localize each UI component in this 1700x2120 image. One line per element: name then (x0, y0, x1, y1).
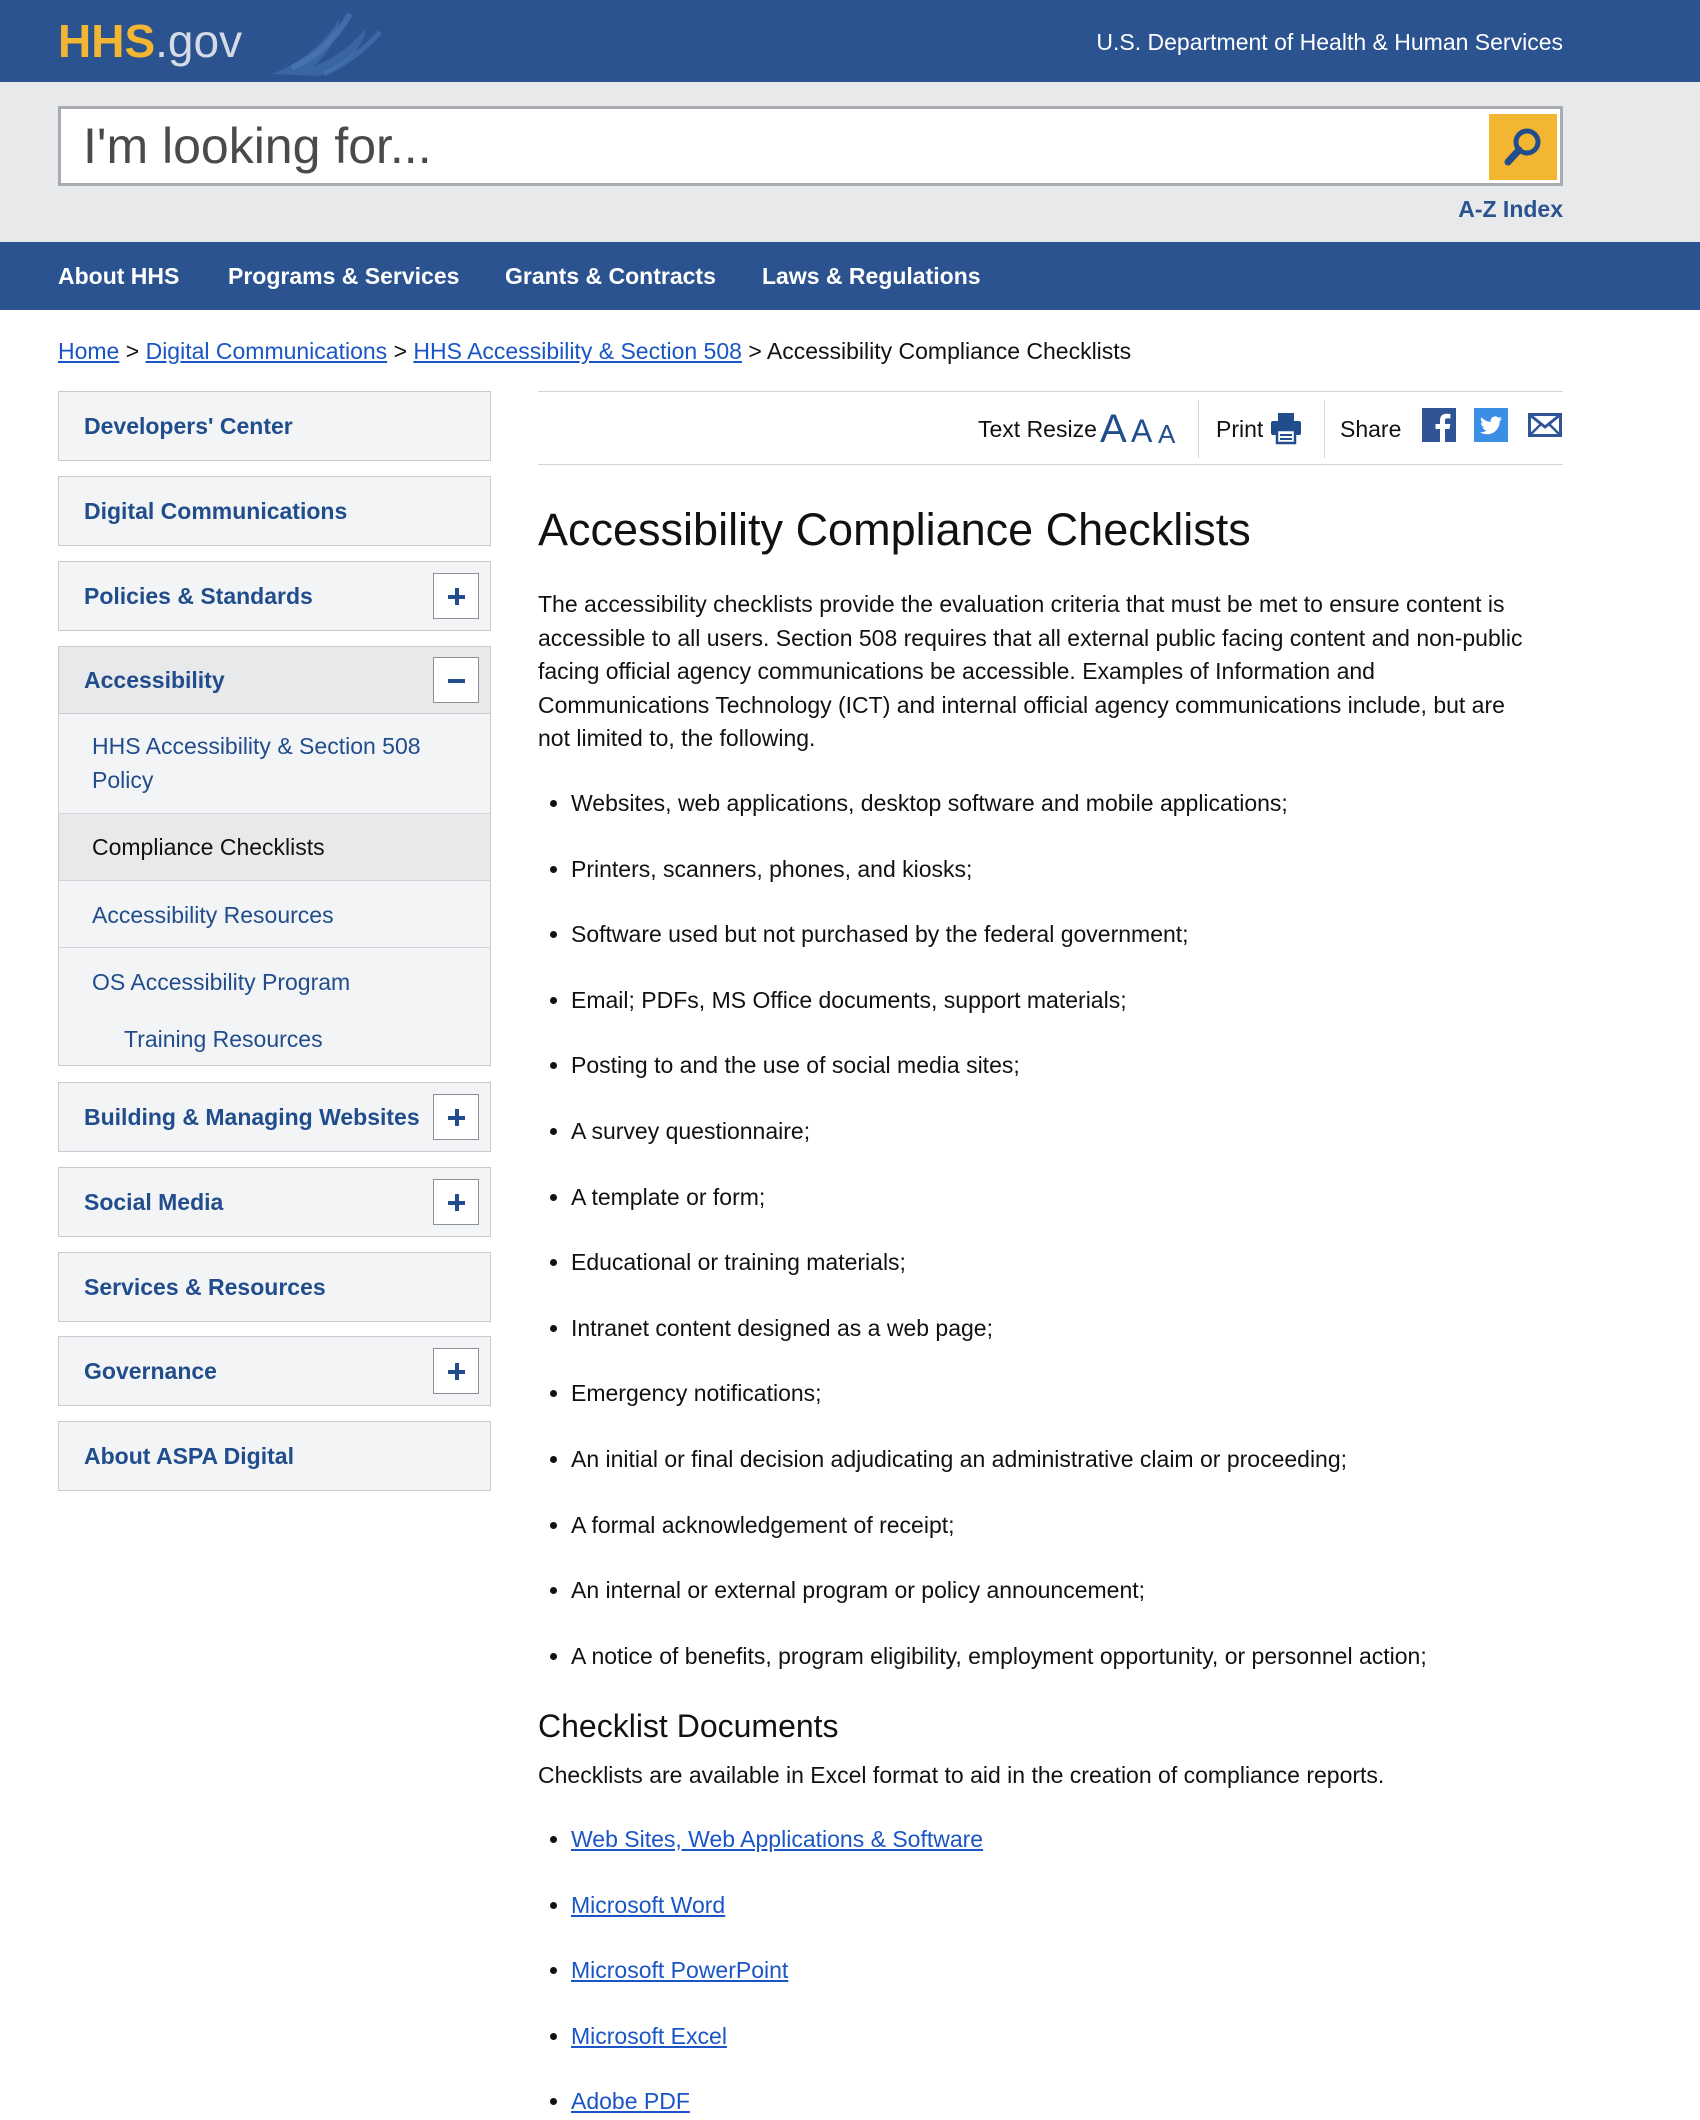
text-resize-label: Text Resize (978, 416, 1097, 442)
sidebar-subitem-label[interactable]: Policy (92, 767, 154, 793)
checklist-link-excel[interactable]: Microsoft Excel (571, 2023, 727, 2049)
sidebar-subitem-label[interactable]: Compliance Checklists (92, 834, 325, 860)
sidebar-item-label[interactable]: Social Media (84, 1189, 224, 1215)
breadcrumb-separator: > (125, 338, 140, 364)
eagle-icon (262, 4, 392, 80)
sidebar-item-label[interactable]: Services & Resources (84, 1274, 326, 1300)
search-button[interactable] (1489, 114, 1557, 180)
collapse-minus-icon[interactable] (433, 657, 479, 703)
breadcrumb-separator: > (393, 338, 407, 364)
sidebar-item-label[interactable]: Governance (84, 1358, 217, 1384)
checklist-link-powerpoint[interactable]: Microsoft PowerPoint (571, 1957, 789, 1983)
az-index-link[interactable]: A-Z Index (1458, 196, 1563, 222)
sidebar-item-accessibility (58, 646, 491, 1066)
sidebar-item-label[interactable]: Developers' Center (84, 413, 293, 439)
sidebar-item-governance[interactable] (58, 1336, 491, 1406)
sidebar-subitem-label[interactable]: Accessibility Resources (92, 902, 334, 928)
sidebar-item-label[interactable]: About ASPA Digital (84, 1443, 294, 1469)
sidebar-subitem-label[interactable]: HHS Accessibility & Section 508 (92, 733, 421, 759)
breadcrumb-current: Accessibility Compliance Checklists (766, 338, 1132, 364)
nav-grants-contracts[interactable]: Grants & Contracts (505, 263, 716, 289)
search-box (58, 106, 1563, 186)
nav-programs-services[interactable]: Programs & Services (228, 263, 460, 289)
sidebar-subitem-accessibility-resources[interactable] (59, 881, 490, 948)
page-tools (538, 391, 1563, 465)
sidebar-subitem-training-resources[interactable]: Training Resources (124, 1026, 323, 1052)
breadcrumb-separator: > (748, 338, 762, 364)
email-icon[interactable] (1528, 413, 1562, 437)
sidebar-item-services-resources[interactable] (58, 1252, 491, 1322)
toolbar-divider (1198, 400, 1199, 458)
search-icon (1489, 114, 1557, 180)
intro-paragraph: The accessibility checklists provide the evaluation criteria that must be met to ensure content is accessible to all users. Section 508 requires that all external public facing content and non-public facing official agency communications be accessible. Examples of Information and Communications Technology (ICT) and internal official agency communications include, but are not limited to, the following. (538, 591, 1523, 751)
breadcrumb-home[interactable]: Home (58, 338, 120, 364)
breadcrumb (58, 336, 1131, 366)
sidebar-item-about-aspa-digital[interactable] (58, 1421, 491, 1491)
sidebar-item-social-media[interactable] (58, 1167, 491, 1237)
expand-plus-icon[interactable] (433, 1348, 479, 1394)
print-icon[interactable] (1270, 411, 1302, 445)
sidebar-subitem-label[interactable]: OS Accessibility Program (92, 969, 351, 995)
facebook-icon[interactable] (1422, 408, 1456, 442)
expand-plus-icon[interactable] (433, 1179, 479, 1225)
text-resize-medium[interactable]: A (1131, 413, 1153, 449)
checklist-documents-intro: Checklists are available in Excel format to aid in the creation of compliance reports. (538, 1762, 1385, 1788)
expand-plus-icon[interactable] (433, 1094, 479, 1140)
share-label: Share (1340, 416, 1402, 442)
sidebar-item-label[interactable]: Building & Managing Websites (84, 1104, 420, 1130)
sidebar-subitem-compliance-checklists[interactable] (59, 814, 490, 881)
checklist-link-web[interactable]: Web Sites, Web Applications & Software (571, 1826, 984, 1852)
logo-suffix-text: .gov (155, 15, 243, 67)
checklist-link-word[interactable]: Microsoft Word (571, 1892, 726, 1918)
text-resize-large[interactable]: A (1100, 407, 1127, 451)
sidebar-item-policies-standards[interactable] (58, 561, 491, 631)
toolbar-divider (1324, 400, 1325, 458)
checklist-link-pdf[interactable]: Adobe PDF (571, 2088, 690, 2114)
sidebar-item-label[interactable]: Accessibility (84, 667, 225, 693)
breadcrumb-accessibility-508[interactable]: HHS Accessibility & Section 508 (413, 338, 742, 364)
search-input[interactable] (83, 115, 1463, 177)
sidebar-item-developers-center[interactable] (58, 391, 491, 461)
site-header (0, 0, 1700, 82)
sidebar-item-digital-communications[interactable] (58, 476, 491, 546)
breadcrumb-digital-communications[interactable]: Digital Communications (145, 338, 388, 364)
hhs-logo[interactable] (58, 14, 242, 68)
department-name: U.S. Department of Health & Human Services (1096, 29, 1563, 55)
print-button[interactable]: Print (1216, 416, 1264, 442)
sidebar-item-accessibility-header[interactable] (59, 647, 490, 714)
page-title: Accessibility Compliance Checklists (538, 504, 1251, 555)
sidebar-subitem-accessibility-policy[interactable] (59, 715, 490, 814)
main-nav (0, 242, 1700, 310)
checklist-documents-heading: Checklist Documents (538, 1708, 839, 1744)
nav-laws-regulations[interactable]: Laws & Regulations (762, 263, 981, 289)
logo-main-text: HHS (58, 15, 156, 67)
sidebar-item-label[interactable]: Digital Communications (84, 498, 348, 524)
text-resize-small[interactable]: A (1158, 419, 1176, 449)
sidebar-subitem-os-accessibility-program (59, 948, 490, 1065)
sidebar-item-label[interactable]: Policies & Standards (84, 583, 313, 609)
expand-plus-icon[interactable] (433, 573, 479, 619)
twitter-icon[interactable] (1474, 408, 1508, 442)
nav-about-hhs[interactable]: About HHS (58, 263, 180, 289)
sidebar-item-building-managing-websites[interactable] (58, 1082, 491, 1152)
